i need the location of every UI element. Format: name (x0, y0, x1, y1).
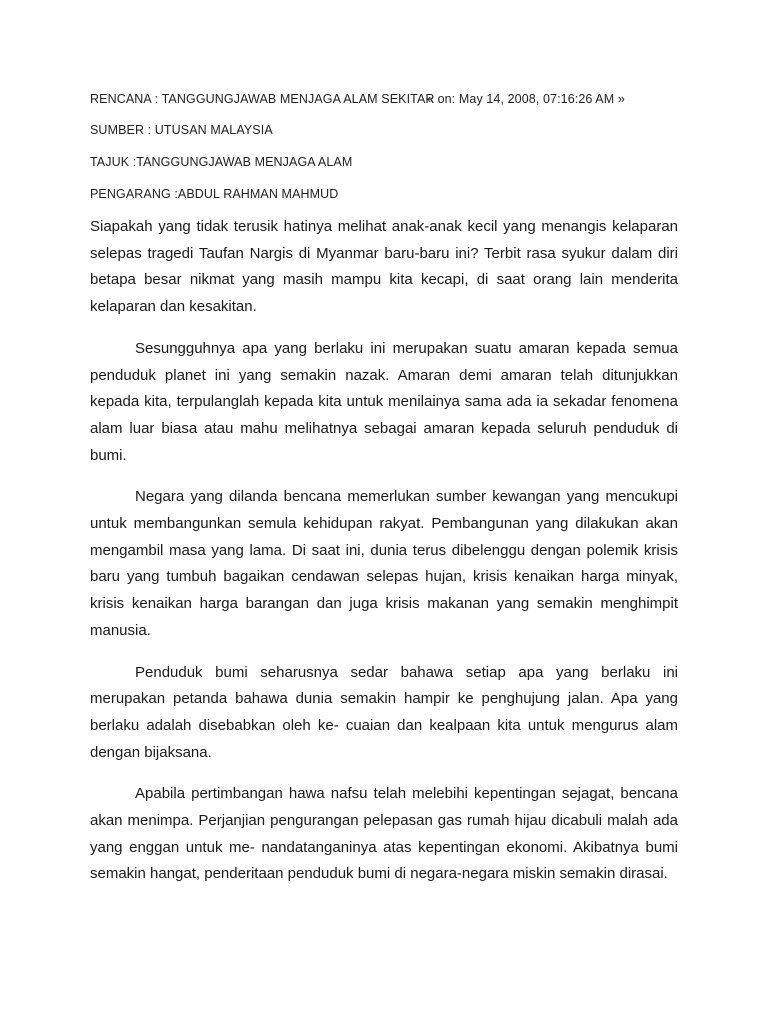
article-source: SUMBER : UTUSAN MALAYSIA (90, 123, 273, 137)
paragraph-2: Sesungguhnya apa yang berlaku ini merupakan suatu amaran kepada semua penduduk planet ini yang semakin nazak. Amaran demi amaran telah ditunjukkan kepada kita, terpulanglah kepada kita untuk menilainya sama ada ia sekadar fenomena alam luar biasa atau mahu melihatnya sebagai amaran kepada seluruh penduduk di bumi. (90, 339, 678, 464)
paragraph-5: Apabila pertimbangan hawa nafsu telah melebihi kepentingan sejagat, bencana akan menimpa. Perjanjian pengurangan pelepasan gas rumah hijau dicabuli malah ada yang enggan untuk me- nandatanganinya atas kepentingan ekonomi. Akibatnya bumi semakin hangat, penderitaan penduduk bumi di negara-negara miskin semakin dirasai. (90, 785, 678, 883)
article-category-line (90, 92, 625, 106)
article-author: PENGARANG :ABDUL RAHMAN MAHMUD (90, 187, 339, 201)
paragraph-1: Siapakah yang tidak terusik hatinya melihat anak-anak kecil yang menangis kelaparan selepas tragedi Taufan Nargis di Myanmar baru-baru ini? Terbit rasa syukur dalam diri betapa besar nikmat yang masih mampu kita kecapi, di saat orang lain menderita kelaparan dan kesakitan. (90, 218, 678, 316)
article-title: TAJUK :TANGGUNGJAWAB MENJAGA ALAM (90, 155, 353, 169)
post-date: « on: May 14, 2008, 07:16:26 AM » (427, 92, 625, 106)
paragraph-4: Penduduk bumi seharusnya sedar bahawa setiap apa yang berlaku ini merupakan petanda bahawa dunia semakin hampir ke penghujung jalan. Apa yang berlaku adalah disebabkan oleh ke- cuaian dan kealpaan kita untuk mengurus alam dengan bijaksana. (90, 663, 678, 761)
article-category: RENCANA : TANGGUNGJAWAB MENJAGA ALAM SEKITAR (90, 92, 435, 106)
article-body (90, 214, 678, 903)
paragraph-3: Negara yang dilanda bencana memerlukan sumber kewangan yang mencukupi untuk membangunkan semula kehidupan rakyat. Pembangunan yang dilakukan akan mengambil masa yang lama. Di saat ini, dunia terus dibelenggu dengan polemik krisis baru yang tumbuh bagaikan cendawan selepas hujan, krisis kenaikan harga minyak, krisis kenaikan harga barangan dan juga krisis makanan yang semakin menghimpit manusia. (90, 488, 678, 639)
